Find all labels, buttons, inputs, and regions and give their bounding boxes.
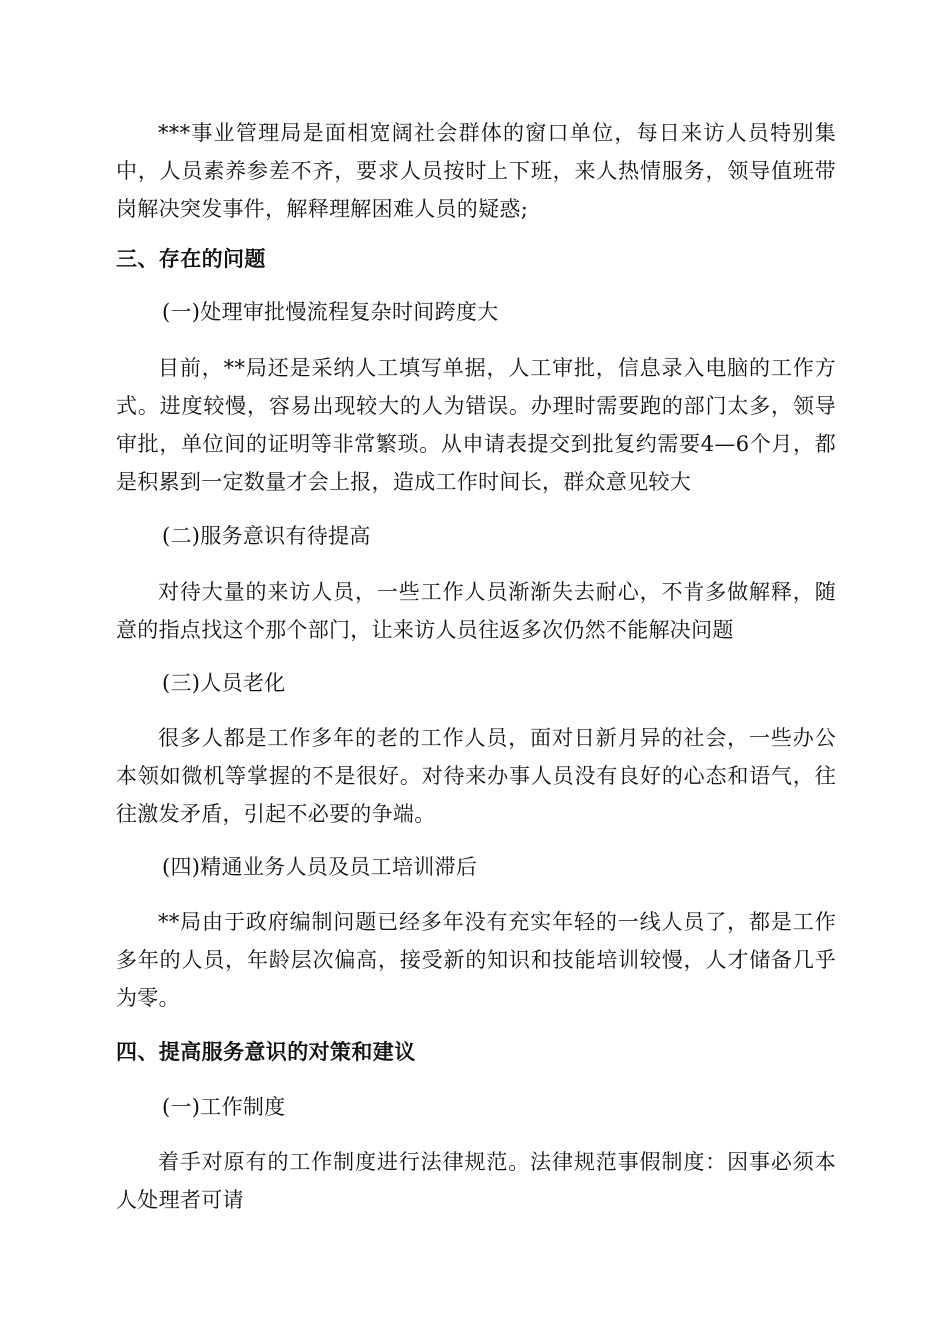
paragraph-aging-staff: 很多人都是工作多年的老的工作人员，面对日新月异的社会，一些办公本领如微机等掌握的不是很好。对待来办事人员没有良好的心态和语气，往往激发矛盾，引起不必要的争端。 xyxy=(116,726,836,826)
paragraph-approval: 目前，**局还是采纳人工填写单据，人工审批，信息录入电脑的工作方式。进度较慢，容易出现较大的人为错误。办理时需要跑的部门太多，领导审批，单位间的证明等非常繁琐。从申请表提交到批复约需要4—6个月，都是积累到一定数量才会上报，造成工作时间长，群众意见较大 xyxy=(116,356,836,494)
paragraph-intro: ***事业管理局是面相宽阔社会群体的窗口单位，每日来访人员特别集中，人员素养参差不齐，要求人员按时上下班，来人热情服务，领导值班带岗解决突发事件，解释理解困难人员的疑惑; xyxy=(116,121,836,221)
section-heading-problems: 三、存在的问题 xyxy=(116,246,266,271)
subheading-service-awareness: (二)服务意识有待提高 xyxy=(162,524,371,548)
paragraph-service-awareness: 对待大量的来访人员，一些工作人员渐渐失去耐心，不肯多做解释，随意的指点找这个那个部门，让来访人员往返多次仍然不能解决问题 xyxy=(116,580,836,642)
section-heading-countermeasures: 四、提高服务意识的对策和建议 xyxy=(116,1039,416,1064)
subheading-aging-staff: (三)人员老化 xyxy=(162,671,286,695)
subheading-training: (四)精通业务人员及员工培训滞后 xyxy=(162,855,478,879)
subheading-approval: (一)处理审批慢流程复杂时间跨度大 xyxy=(162,300,499,324)
paragraph-work-system: 着手对原有的工作制度进行法律规范。法律规范事假制度：因事必须本人处理者可请 xyxy=(116,1150,836,1212)
paragraph-training: **局由于政府编制问题已经多年没有充实年轻的一线人员了，都是工作多年的人员，年龄层次偏高，接受新的知识和技能培训较慢，人才储备几乎为零。 xyxy=(116,910,836,1010)
subheading-work-system: (一)工作制度 xyxy=(162,1095,286,1119)
